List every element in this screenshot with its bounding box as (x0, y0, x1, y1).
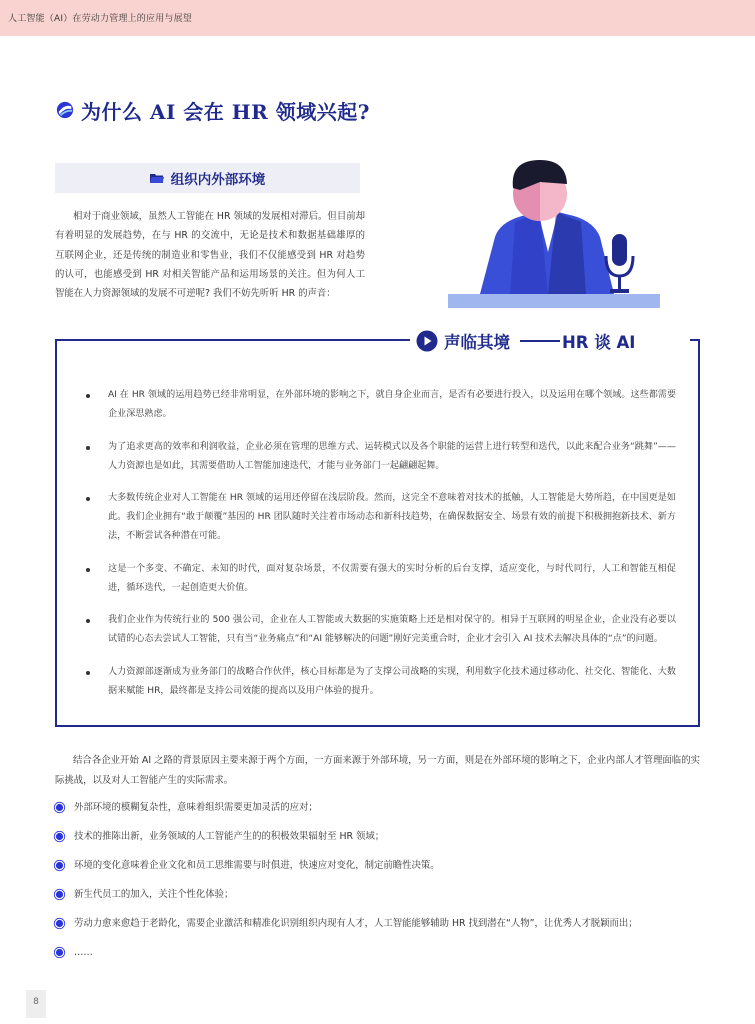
list-item: 这是一个多变、不确定、未知的时代，面对复杂场景，不仅需要有强大的实时分析的后台支撑，适应变化，与时代同行，人工和智能互相促进，循环迭代，一起创造更大价值。 (84, 560, 676, 598)
list-item: 大多数传统企业对人工智能在 HR 领域的运用还停留在浅层阶段。然而，这完全不意味着对技术的抵触，人工智能是大势所趋，在中国更是如此。我们企业拥有“敢于颠覆”基因的 HR 团队随时关注着市场动态和新科技趋势，在确保数据安全、场景有效的前提下积极拥抱新技术、新方法，不断尝试各种潜在可能。 (84, 489, 676, 546)
callout-title-sub: HR 谈 AI (562, 333, 636, 352)
list-item: 环境的变化意味着企业文化和员工思维需要与时俱进，快速应对变化，制定前瞻性决策。 (55, 857, 715, 886)
hr-quotes-list (84, 386, 676, 714)
list-item: 我们企业作为传统行业的 500 强公司，企业在人工智能或大数据的实施策略上还是相对保守的。相异于互联网的明星企业，企业没有必要以试错的心态去尝试人工智能，只有当“业务痛点”和“AI 能够解决的问题”刚好完美重合时，企业才会引入 AI 技术去解决具体的“点”的问题。 (84, 611, 676, 649)
list-item: 为了追求更高的效率和利润收益，企业必须在管理的思维方式、运转模式以及各个职能的运营上进行转型和迭代，以此来配合业务“跳舞”——人力资源也是如此，其需要借助人工智能加速迭代，才能与业务部门一起翩翩起舞。 (84, 438, 676, 476)
intro-paragraph: 相对于商业领域，虽然人工智能在 HR 领域的发展相对滞后。但目前却有着明显的发展趋势，在与 HR 的交流中，无论是技术和数据基础雄厚的互联网企业，还是传统的制造业和零售业，我们不仅能感受到 HR 对趋势的认可，也能感受到 HR 对相关智能产品和运用场景的关注。但为何人工智能在人力资源领域的发展不可逆呢? 我们不妨先听听 HR 的声音： (55, 211, 365, 300)
logo-icon (56, 101, 74, 119)
list-item: 技术的推陈出新，业务领域的人工智能产生的的积极效果辐射至 HR 领域； (55, 828, 715, 857)
subsection-title: 组织内外部环境 (170, 172, 266, 188)
list-item: 外部环境的模糊复杂性，意味着组织需要更加灵活的应对； (55, 799, 715, 828)
folder-icon (150, 172, 164, 184)
list-item: 人力资源部逐渐成为业务部门的战略合作伙伴，核心目标都是为了支撑公司战略的实现，利用数字化技术通过移动化、社交化、智能化、大数据来赋能 HR，最终都是支持公司效能的提高以及用户体验的提升。 (84, 663, 676, 701)
list-item: AI 在 HR 领域的运用趋势已经非常明显，在外部环境的影响之下，就自身企业而言，是否有必要进行投入，以及运用在哪个领域。这些都需要企业深思熟虑。 (84, 386, 676, 424)
list-item: 劳动力愈来愈趋于老龄化，需要企业激活和精准化识别组织内现有人才，人工智能能够辅助 HR 找到潜在“人物”，让优秀人才脱颖而出； (55, 915, 715, 944)
list-item: …… (55, 944, 715, 973)
subsection-banner (55, 163, 360, 193)
running-header (0, 0, 755, 36)
summary-paragraph: 结合各企业开始 AI 之路的背景原因主要来源于两个方面，一方面来源于外部环境，另一方面，则是在外部环境的影响之下，企业内部人才管理面临的实际挑战，以及对人工智能产生的实际需求。 (55, 755, 700, 786)
factor-list (55, 799, 715, 973)
section-heading (56, 94, 370, 126)
callout-title (416, 330, 635, 352)
running-title: 人工智能（AI）在劳动力管理上的应用与展望 (8, 14, 193, 24)
list-item: 新生代员工的加入，关注个性化体验； (55, 886, 715, 915)
callout-title-main: 声临其境 (444, 333, 510, 352)
page-number: 8 (26, 990, 46, 1018)
section-title: 为什么 AI 会在 HR 领域兴起? (81, 99, 370, 124)
speaker-with-microphone-icon (440, 152, 670, 312)
title-dash (520, 340, 560, 342)
play-icon (416, 330, 438, 352)
